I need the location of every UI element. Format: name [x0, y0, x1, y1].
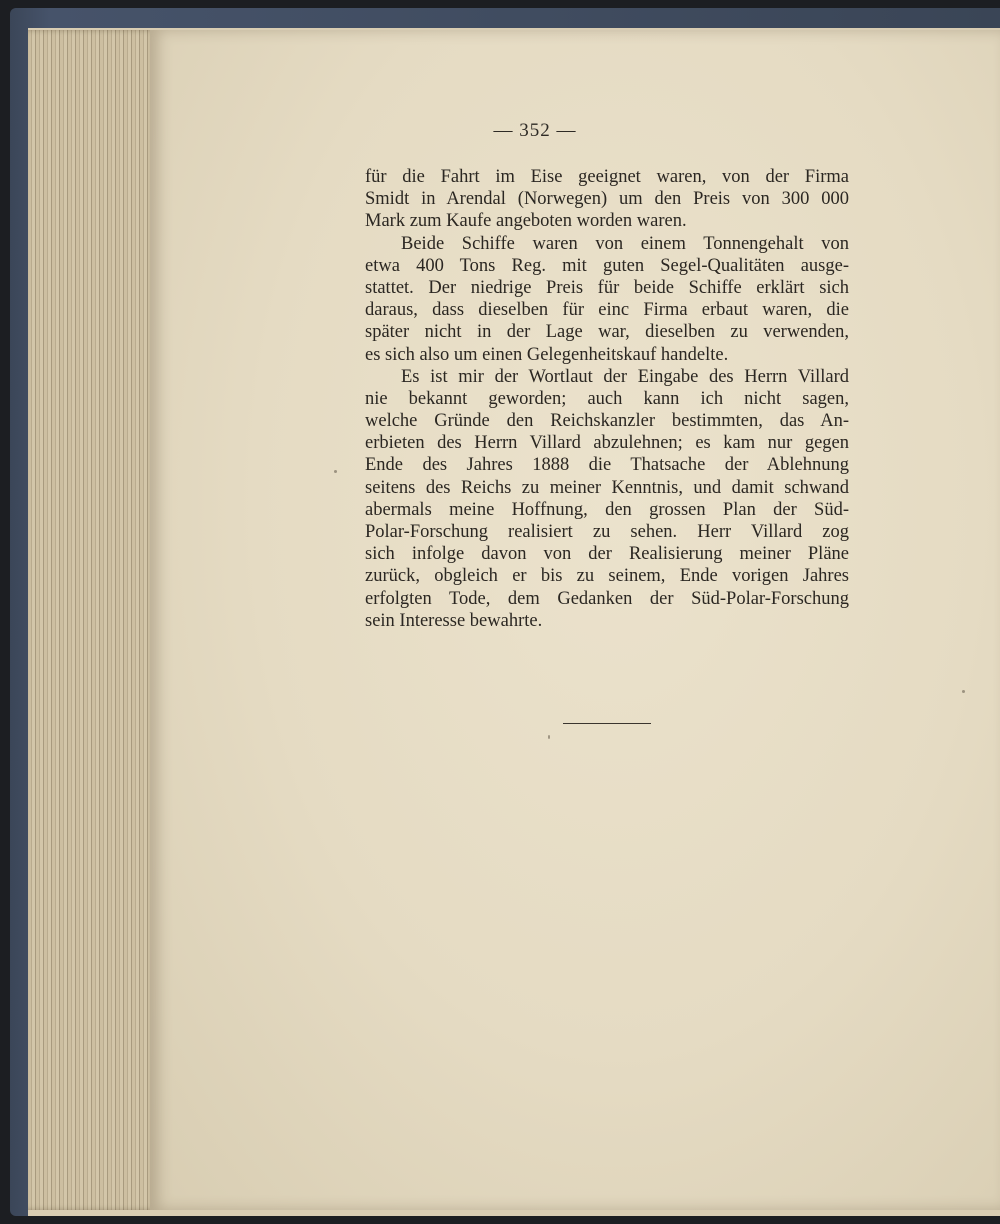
text-line: nie bekannt geworden; auch kann ich nicht sagen, [365, 388, 849, 409]
text-line: Ende des Jahres 1888 die Thatsache der Ablehnung [365, 455, 849, 476]
text-line: es sich also um einen Gelegenheitskauf handelte. [365, 344, 729, 365]
text-line: erfolgten Tode, dem Gedanken der Süd-Polar-Forschung [365, 588, 849, 609]
text-line: Mark zum Kaufe angeboten worden waren. [365, 211, 687, 232]
text-line: etwa 400 Tons Reg. mit guten Segel-Qualitäten ausge- [365, 255, 849, 276]
text-line: sich infolge davon von der Realisierung meiner Pläne [365, 544, 849, 565]
text-line: später nicht in der Lage war, dieselben zu verwenden, [365, 322, 849, 343]
body-text [365, 166, 849, 632]
paper-speck [962, 690, 965, 693]
text-line: welche Gründe den Reichskanzler bestimmten, das An- [365, 411, 849, 432]
paper-speck [548, 735, 550, 739]
end-rule [563, 723, 651, 724]
text-line: Beide Schiffe waren von einem Tonnengehalt von [401, 233, 849, 254]
text-line: Es ist mir der Wortlaut der Eingabe des Herrn Villard [401, 366, 849, 387]
text-line: zurück, obgleich er bis zu seinem, Ende vorigen Jahres [365, 566, 849, 587]
text-line: sein Interesse bewahrte. [365, 610, 543, 631]
text-line: für die Fahrt im Eise geeignet waren, von der Firma [365, 167, 849, 187]
text-line: seitens des Reichs zu meiner Kenntnis, und damit schwand [365, 477, 849, 498]
text-line: erbieten des Herrn Villard abzulehnen; es kam nur gegen [365, 433, 849, 454]
page-number: — 352 — [493, 120, 577, 141]
paper-speck [334, 470, 337, 473]
text-line: Smidt in Arendal (Norwegen) um den Preis von 300 000 [365, 189, 849, 210]
text-line: stattet. Der niedrige Preis für beide Schiffe erklärt sich [365, 277, 849, 298]
text-line: abermals meine Hoffnung, den grossen Plan der Süd- [365, 499, 849, 520]
page-edges [28, 30, 158, 1210]
text-line: Polar-Forschung realisiert zu sehen. Herr Villard zog [365, 522, 849, 542]
text-line: daraus, dass dieselben für einc Firma erbaut waren, die [365, 300, 849, 321]
